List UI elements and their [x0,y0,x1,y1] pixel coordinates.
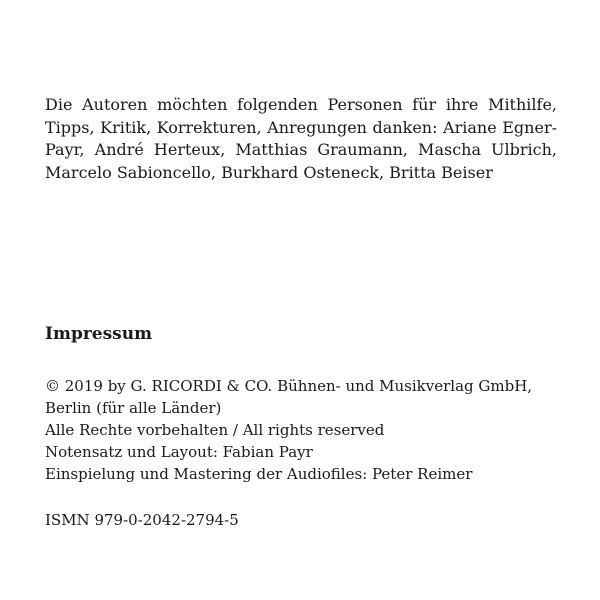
audio-credit-line: Einspielung und Mastering der Audiofiles: Peter Reimer [45,465,473,483]
acknowledgements-line: Payr, André Herteux, Matthias Graumann, Mascha Ulbrich, [45,140,557,160]
copyright-line: © 2019 by G. RICORDI & CO. Bühnen- und Musikverlag GmbH, [45,377,533,395]
acknowledgements-line: Marcelo Sabioncello, Burkhard Osteneck, Britta Beiser [45,163,493,183]
layout-credit-line: Notensatz und Layout: Fabian Payr [45,443,313,461]
ismn-number: ISMN 979-0-2042-2794-5 [45,511,239,529]
acknowledgements-line: Die Autoren möchten folgenden Personen für ihre Mithilfe, [45,95,557,114]
rights-line: Alle Rechte vorbehalten / All rights reserved [45,421,385,439]
acknowledgements-line: Tipps, Kritik, Korrekturen, Anregungen danken: Ariane Egner- [45,117,557,137]
acknowledgements-paragraph [45,94,557,185]
impressum-heading: Impressum [45,324,153,344]
publisher-location-line: Berlin (für alle Länder) [45,399,222,417]
impressum-block [45,375,565,485]
